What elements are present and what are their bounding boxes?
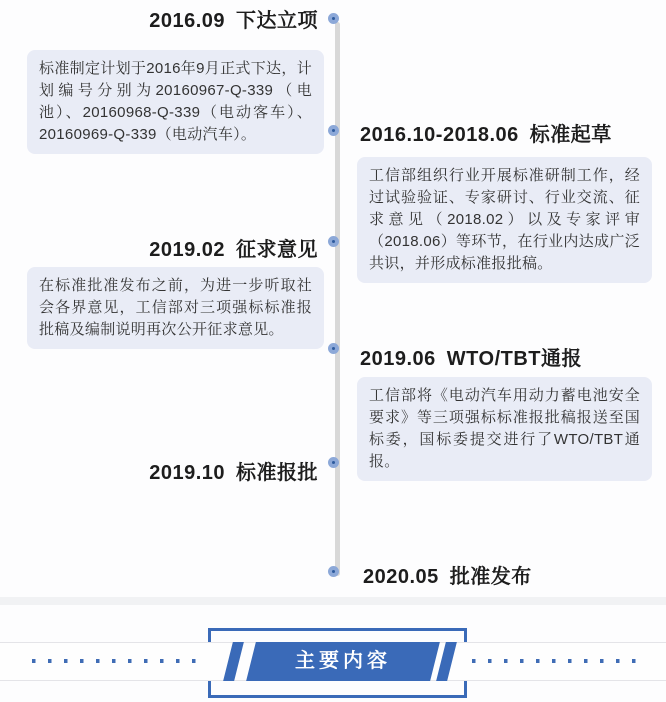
- event-description-standard-drafting: 工信部组织行业开展标准研制工作，经过试验验证、专家研讨、行业交流、征求意见（2018.02）以及专家评审（2018.06）等环节，在行业内达成广泛共识，并形成标准报批稿。: [357, 157, 652, 283]
- event-name: 标准起草: [529, 124, 612, 146]
- event-name: 批准发布: [449, 566, 532, 588]
- event-date: 2019.10: [149, 462, 225, 484]
- event-name: 征求意见: [236, 239, 318, 261]
- event-date: 2016.10-2018.06: [360, 124, 519, 146]
- event-title-approval-release: [363, 564, 532, 590]
- event-date: 2019.02: [149, 239, 225, 261]
- event-name: 标准报批: [236, 462, 318, 484]
- dotted-line-left: [32, 659, 202, 663]
- event-title-public-comment: [149, 237, 318, 263]
- section-divider: [0, 597, 666, 605]
- dotted-line-right: [472, 659, 638, 663]
- timeline-dot-2: [328, 125, 339, 136]
- timeline-dot-3: [328, 236, 339, 247]
- event-title-wto-tbt-notification: [360, 346, 582, 372]
- event-date: 2016.09: [149, 10, 225, 32]
- timeline-dot-4: [328, 343, 339, 354]
- timeline-dot-6: [328, 566, 339, 577]
- event-name: 下达立项: [236, 10, 318, 32]
- event-description-public-comment: 在标准批准发布之前，为进一步听取社会各界意见，工信部对三项强标标准报批稿及编制说明再次公开征求意见。: [27, 267, 324, 349]
- timeline-dot-5: [328, 457, 339, 468]
- event-description-wto-tbt-notification: 工信部将《电动汽车用动力蓄电池安全要求》等三项强标标准报批稿报送至国标委，国标委提交进行了WTO/TBT通报。: [357, 377, 652, 481]
- main-content-banner: [246, 642, 440, 681]
- event-date: 2019.06: [360, 348, 436, 370]
- event-title-standard-drafting: [360, 122, 612, 148]
- event-name: WTO/TBT通报: [446, 348, 583, 370]
- event-title-project-initiation: [149, 8, 318, 34]
- event-date: 2020.05: [363, 566, 439, 588]
- event-title-standard-submission: [149, 460, 318, 486]
- main-content-banner-label: 主要内容: [295, 650, 391, 672]
- event-description-project-initiation: 标准制定计划于2016年9月正式下达，计划编号分别为20160967-Q-339（电池）、20160968-Q-339（电动客车）、20160969-Q-339（电动汽车）。: [27, 50, 324, 154]
- timeline-dot-1: [328, 13, 339, 24]
- timeline-spine: [335, 22, 340, 576]
